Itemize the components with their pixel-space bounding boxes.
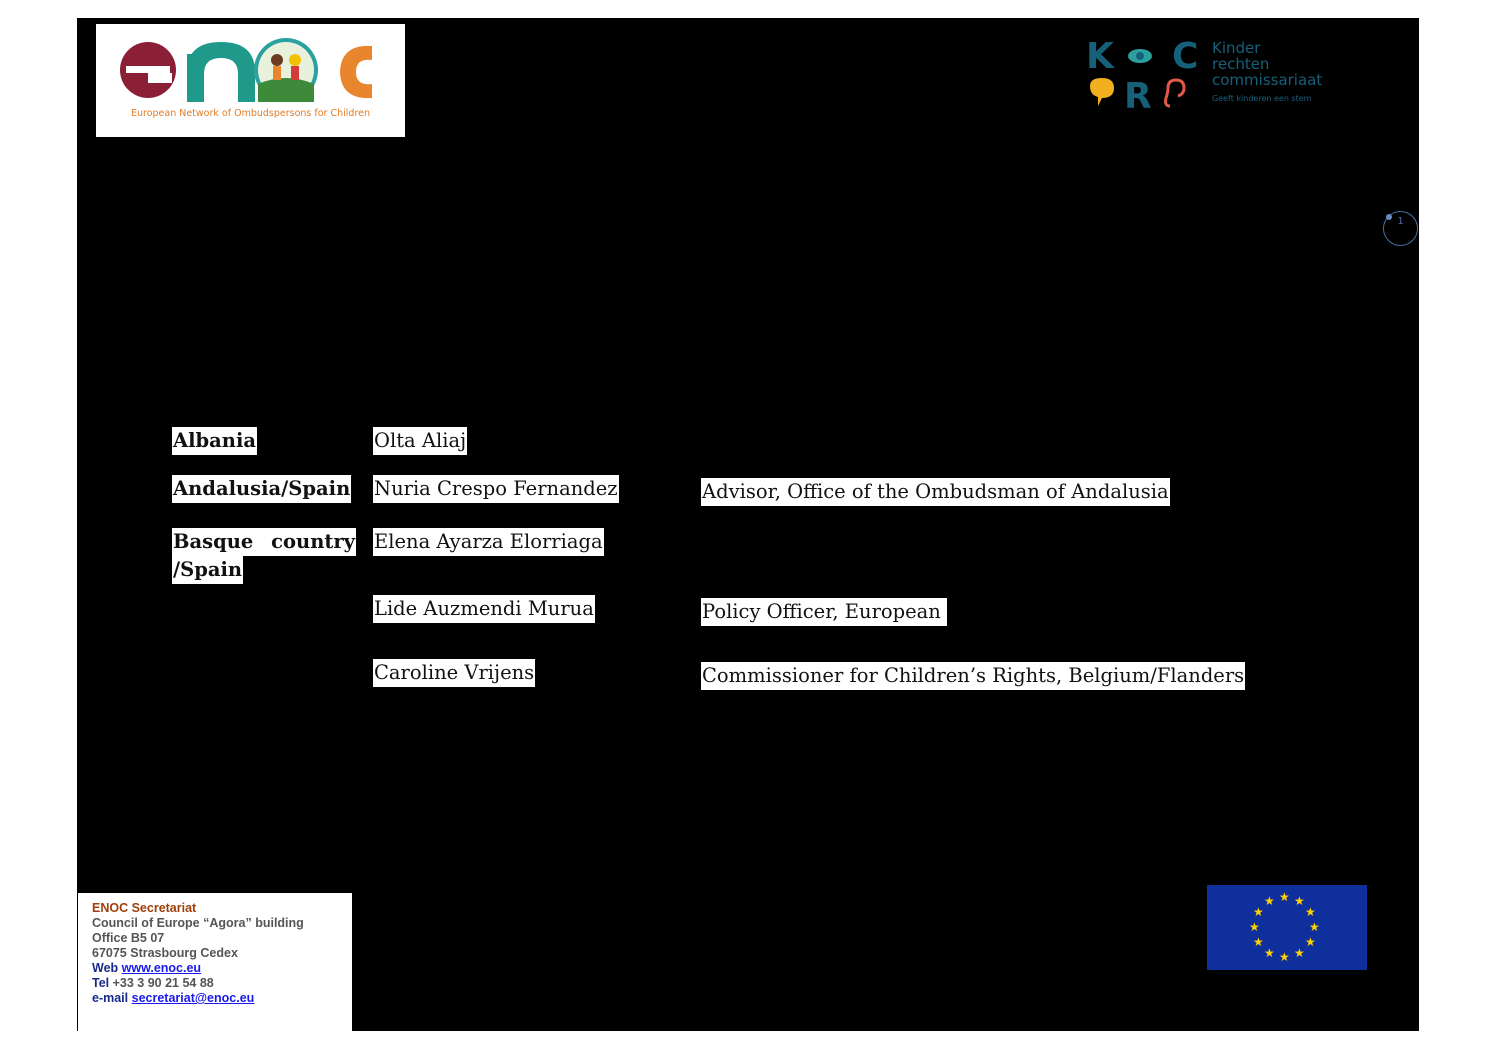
country-country-word: country bbox=[271, 530, 355, 553]
tel-value: +33 3 90 21 54 88 bbox=[112, 976, 214, 990]
role-cell-policy-officer: Policy Officer, European bbox=[701, 598, 947, 626]
country-cell-basque-line1 bbox=[172, 528, 356, 556]
secretariat-city: 67075 Strasbourg Cedex bbox=[92, 946, 238, 960]
svg-text:K: K bbox=[1086, 36, 1114, 77]
name-cell-olta-aliaj: Olta Aliaj bbox=[373, 427, 467, 455]
secretariat-title: ENOC Secretariat bbox=[92, 901, 197, 915]
kcr-wordmark bbox=[1212, 40, 1322, 107]
kinderrechtencommissariaat-logo bbox=[1084, 36, 1354, 116]
kcr-slogan: Geeft kinderen een stem bbox=[1212, 94, 1312, 103]
secretariat-building: Council of Europe “Agora” building bbox=[92, 916, 304, 930]
secretariat-web-line bbox=[92, 961, 304, 976]
kcr-word-1: Kinder bbox=[1212, 39, 1261, 57]
country-cell-albania: Albania bbox=[172, 427, 257, 455]
role-cell-commissioner-flanders: Commissioner for Children’s Rights, Belgium/Flanders bbox=[701, 662, 1245, 690]
web-label: Web bbox=[92, 961, 119, 975]
eu-star-icon: ★ bbox=[1279, 950, 1290, 964]
eu-star-icon: ★ bbox=[1249, 920, 1260, 934]
secretariat-contact-block bbox=[78, 893, 352, 1031]
email-link[interactable]: secretariat@enoc.eu bbox=[131, 991, 255, 1005]
eu-flag bbox=[1207, 885, 1367, 970]
eu-star-icon: ★ bbox=[1304, 935, 1316, 949]
name-cell-nuria-crespo: Nuria Crespo Fernandez bbox=[373, 475, 619, 503]
name-cell-elena-ayarza: Elena Ayarza Elorriaga bbox=[373, 528, 604, 556]
svg-text:C: C bbox=[1172, 36, 1199, 77]
kcr-emblem-graphic bbox=[1084, 36, 1204, 116]
country-cell-basque-line2: /Spain bbox=[172, 556, 243, 584]
name-cell-lide-auzmendi: Lide Auzmendi Murua bbox=[373, 595, 595, 623]
secretariat-office: Office B5 07 bbox=[92, 931, 165, 945]
eu-star-icon: ★ bbox=[1264, 945, 1275, 960]
tel-label: Tel bbox=[92, 976, 110, 990]
secretariat-email-line bbox=[92, 991, 304, 1006]
web-link[interactable]: www.enoc.eu bbox=[121, 961, 202, 975]
eu-star-icon: ★ bbox=[1279, 890, 1290, 904]
svg-text:R: R bbox=[1124, 76, 1152, 116]
name-cell-caroline-vrijens: Caroline Vrijens bbox=[373, 659, 535, 687]
document-page bbox=[77, 18, 1419, 1031]
eu-star-icon: ★ bbox=[1253, 935, 1264, 949]
eu-star-icon: ★ bbox=[1294, 894, 1305, 909]
email-label: e-mail bbox=[92, 991, 129, 1005]
eu-star-icon: ★ bbox=[1309, 920, 1320, 934]
country-basque-word: Basque bbox=[173, 530, 254, 553]
secretariat-tel-line bbox=[92, 976, 304, 991]
country-cell-andalusia: Andalusia/Spain bbox=[172, 475, 351, 503]
eu-star-icon: ★ bbox=[1294, 945, 1305, 960]
role-cell-advisor-andalusia: Advisor, Office of the Ombudsman of Andalusia bbox=[701, 478, 1170, 506]
kcr-word-3: commissariaat bbox=[1212, 71, 1323, 89]
enoc-tagline: European Network of Ombudspersons for Children bbox=[130, 108, 371, 119]
enoc-logo bbox=[96, 24, 405, 137]
footnote-marker[interactable]: 1 bbox=[1383, 211, 1418, 246]
enoc-wordmark-graphic bbox=[96, 24, 405, 108]
eu-star-icon: ★ bbox=[1264, 894, 1275, 909]
kcr-word-2: rechten bbox=[1212, 55, 1270, 73]
eu-star-icon: ★ bbox=[1253, 905, 1264, 919]
eu-star-icon: ★ bbox=[1304, 905, 1316, 919]
